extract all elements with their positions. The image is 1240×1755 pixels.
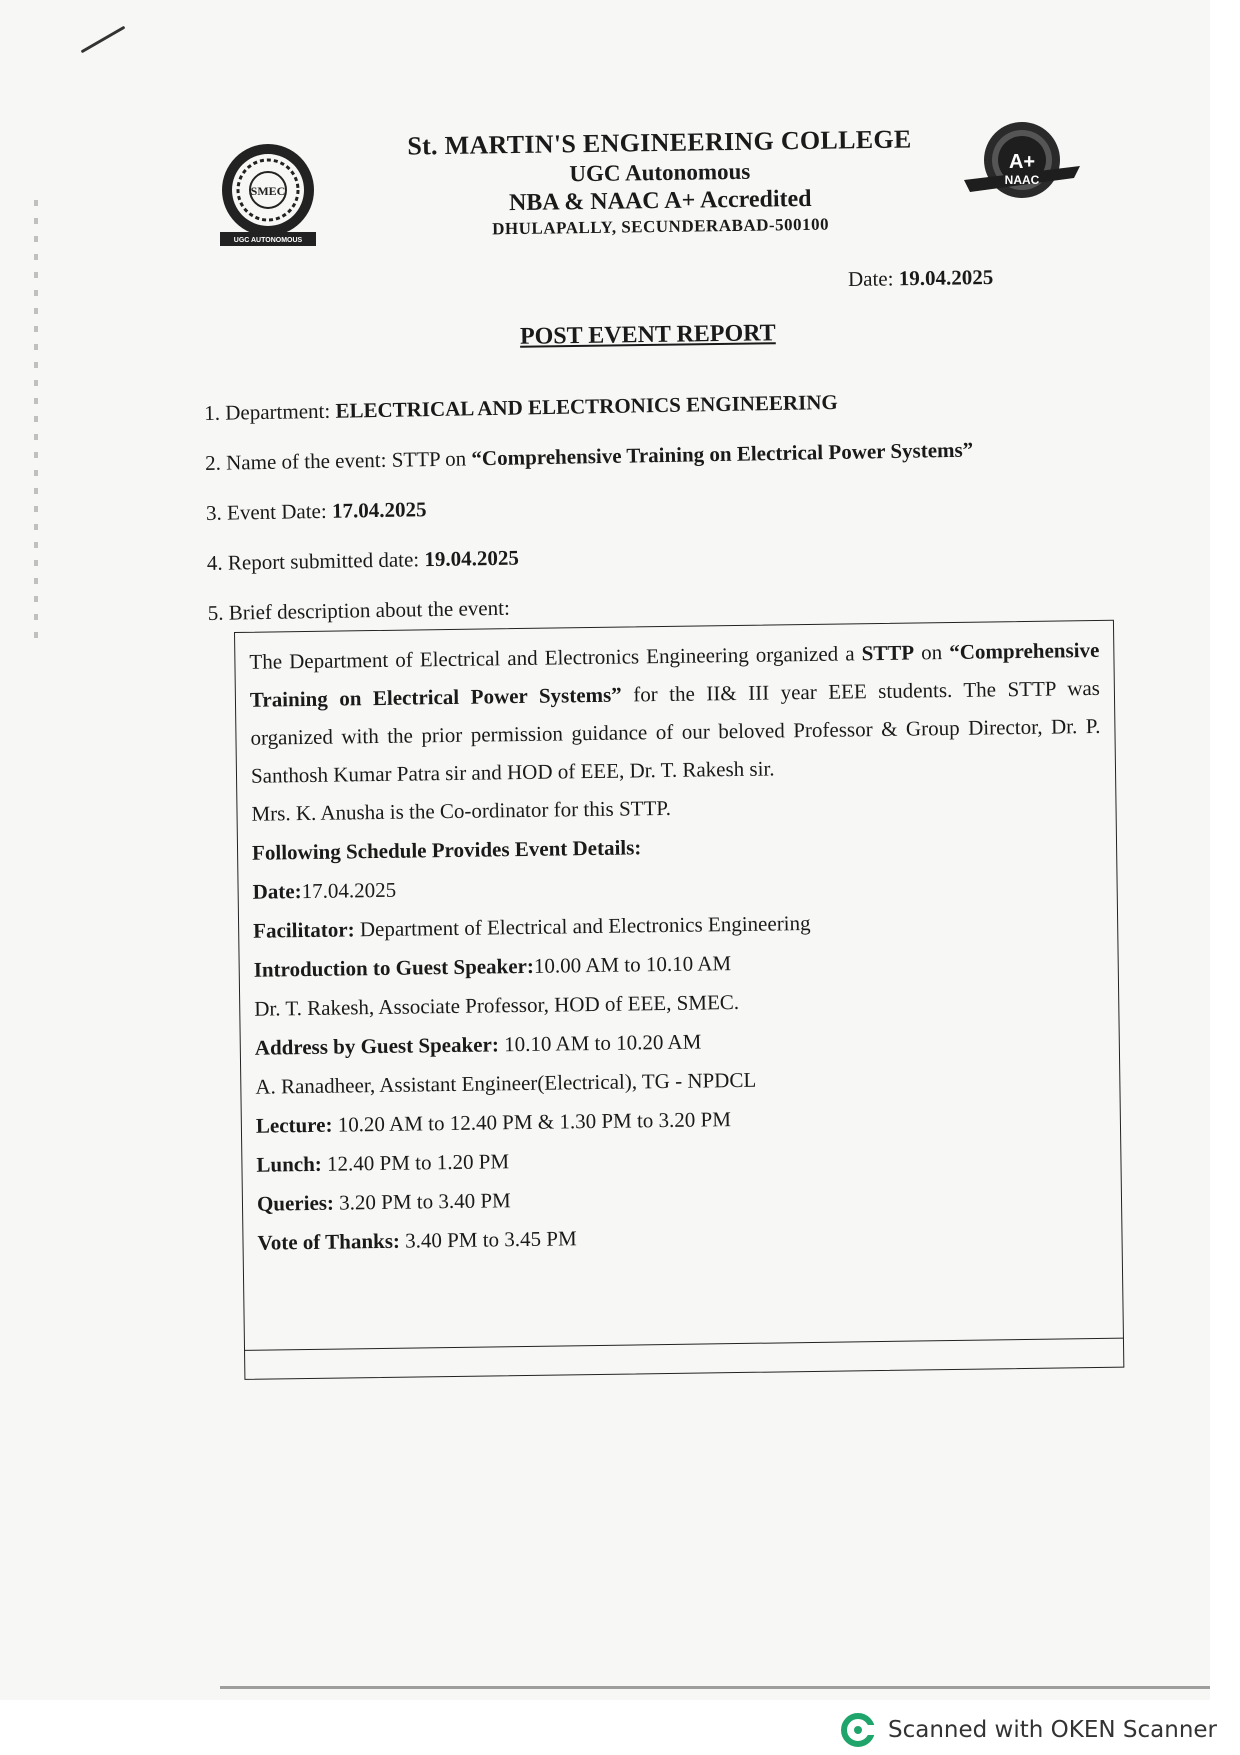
report-date-label: Date: (847, 266, 894, 292)
item-department: 1. Department: ELECTRICAL AND ELECTRONICS ENGINEERING (204, 389, 838, 425)
schedule-row: Address by Guest Speaker: 10.10 AM to 10.20 AM (254, 1029, 702, 1060)
scanner-watermark (840, 1712, 1217, 1748)
oken-scanner-icon (840, 1712, 876, 1748)
college-status: UGC Autonomous (569, 158, 751, 187)
college-name: St. MARTIN'S ENGINEERING COLLEGE (407, 124, 912, 161)
description-paragraph: The Department of Electrical and Electronics Engineering organized a STTP on “Comprehensive Training on Electrical Power Systems” for the II& III year EEE students. The STTP was organized with the prior permission guidance of our beloved Professor & Group Director, Dr. P. Santhosh Kumar Patra sir and HOD of EEE, Dr. T. Rakesh sir. (249, 637, 1101, 788)
svg-text:A+: A+ (1008, 151, 1036, 173)
schedule-heading: Following Schedule Provides Event Details: (251, 835, 642, 865)
item-submitted-date: 4. Report submitted date: 19.04.2025 (206, 545, 520, 575)
schedule-row: Introduction to Guest Speaker:10.00 AM to 10.10 AM (253, 951, 732, 982)
box-bottom-rule (244, 1338, 1124, 1351)
binding-edge (34, 200, 38, 650)
page-title: POST EVENT REPORT (519, 320, 776, 350)
schedule-row: Lecture: 10.20 AM to 12.40 PM & 1.30 PM to 3.20 PM (255, 1107, 732, 1138)
schedule-row: Date:17.04.2025 (252, 877, 397, 904)
college-header (379, 124, 940, 241)
item-event-name: 2. Name of the event: STTP on “Comprehensive Training on Electrical Power Systems” (204, 437, 974, 475)
item-event-date: 3. Event Date: 17.04.2025 (205, 497, 427, 525)
coordinator-line: Mrs. K. Anusha is the Co-ordinator for this STTP. (251, 795, 672, 826)
naac-badge (960, 118, 1090, 218)
schedule-row: Dr. T. Rakesh, Associate Professor, HOD of EEE, SMEC. (254, 989, 740, 1021)
college-logo (218, 140, 318, 260)
schedule-row: Lunch: 12.40 PM to 1.20 PM (256, 1149, 510, 1177)
schedule-row: Queries: 3.20 PM to 3.40 PM (256, 1188, 511, 1216)
report-date-value: 19.04.2025 (898, 264, 994, 291)
svg-text:SMEC: SMEC (250, 184, 286, 198)
page-bottom-rule (220, 1686, 1210, 1689)
college-accreditation: NBA & NAAC A+ Accredited (508, 185, 812, 217)
item-brief-description: 5. Brief description about the event: (207, 595, 511, 625)
pen-mark (81, 26, 126, 54)
description-box (234, 620, 1124, 1380)
schedule-row: Vote of Thanks: 3.40 PM to 3.45 PM (257, 1226, 577, 1255)
report-items (204, 383, 1088, 648)
report-date (848, 265, 994, 292)
schedule-row: A. Ranadheer, Assistant Engineer(Electrical), TG - NPDCL (255, 1067, 757, 1099)
schedule-row: Facilitator: Department of Electrical and Electronics Engineering (253, 910, 811, 943)
svg-text:UGC AUTONOMOUS: UGC AUTONOMOUS (233, 237, 303, 244)
watermark-text: Scanned with OKEN Scanner (888, 1717, 1217, 1743)
svg-text:NAAC: NAAC (1004, 173, 1040, 187)
college-address: DHULAPALLY, SECUNDERABAD-500100 (491, 214, 830, 239)
schedule (251, 783, 1107, 1263)
